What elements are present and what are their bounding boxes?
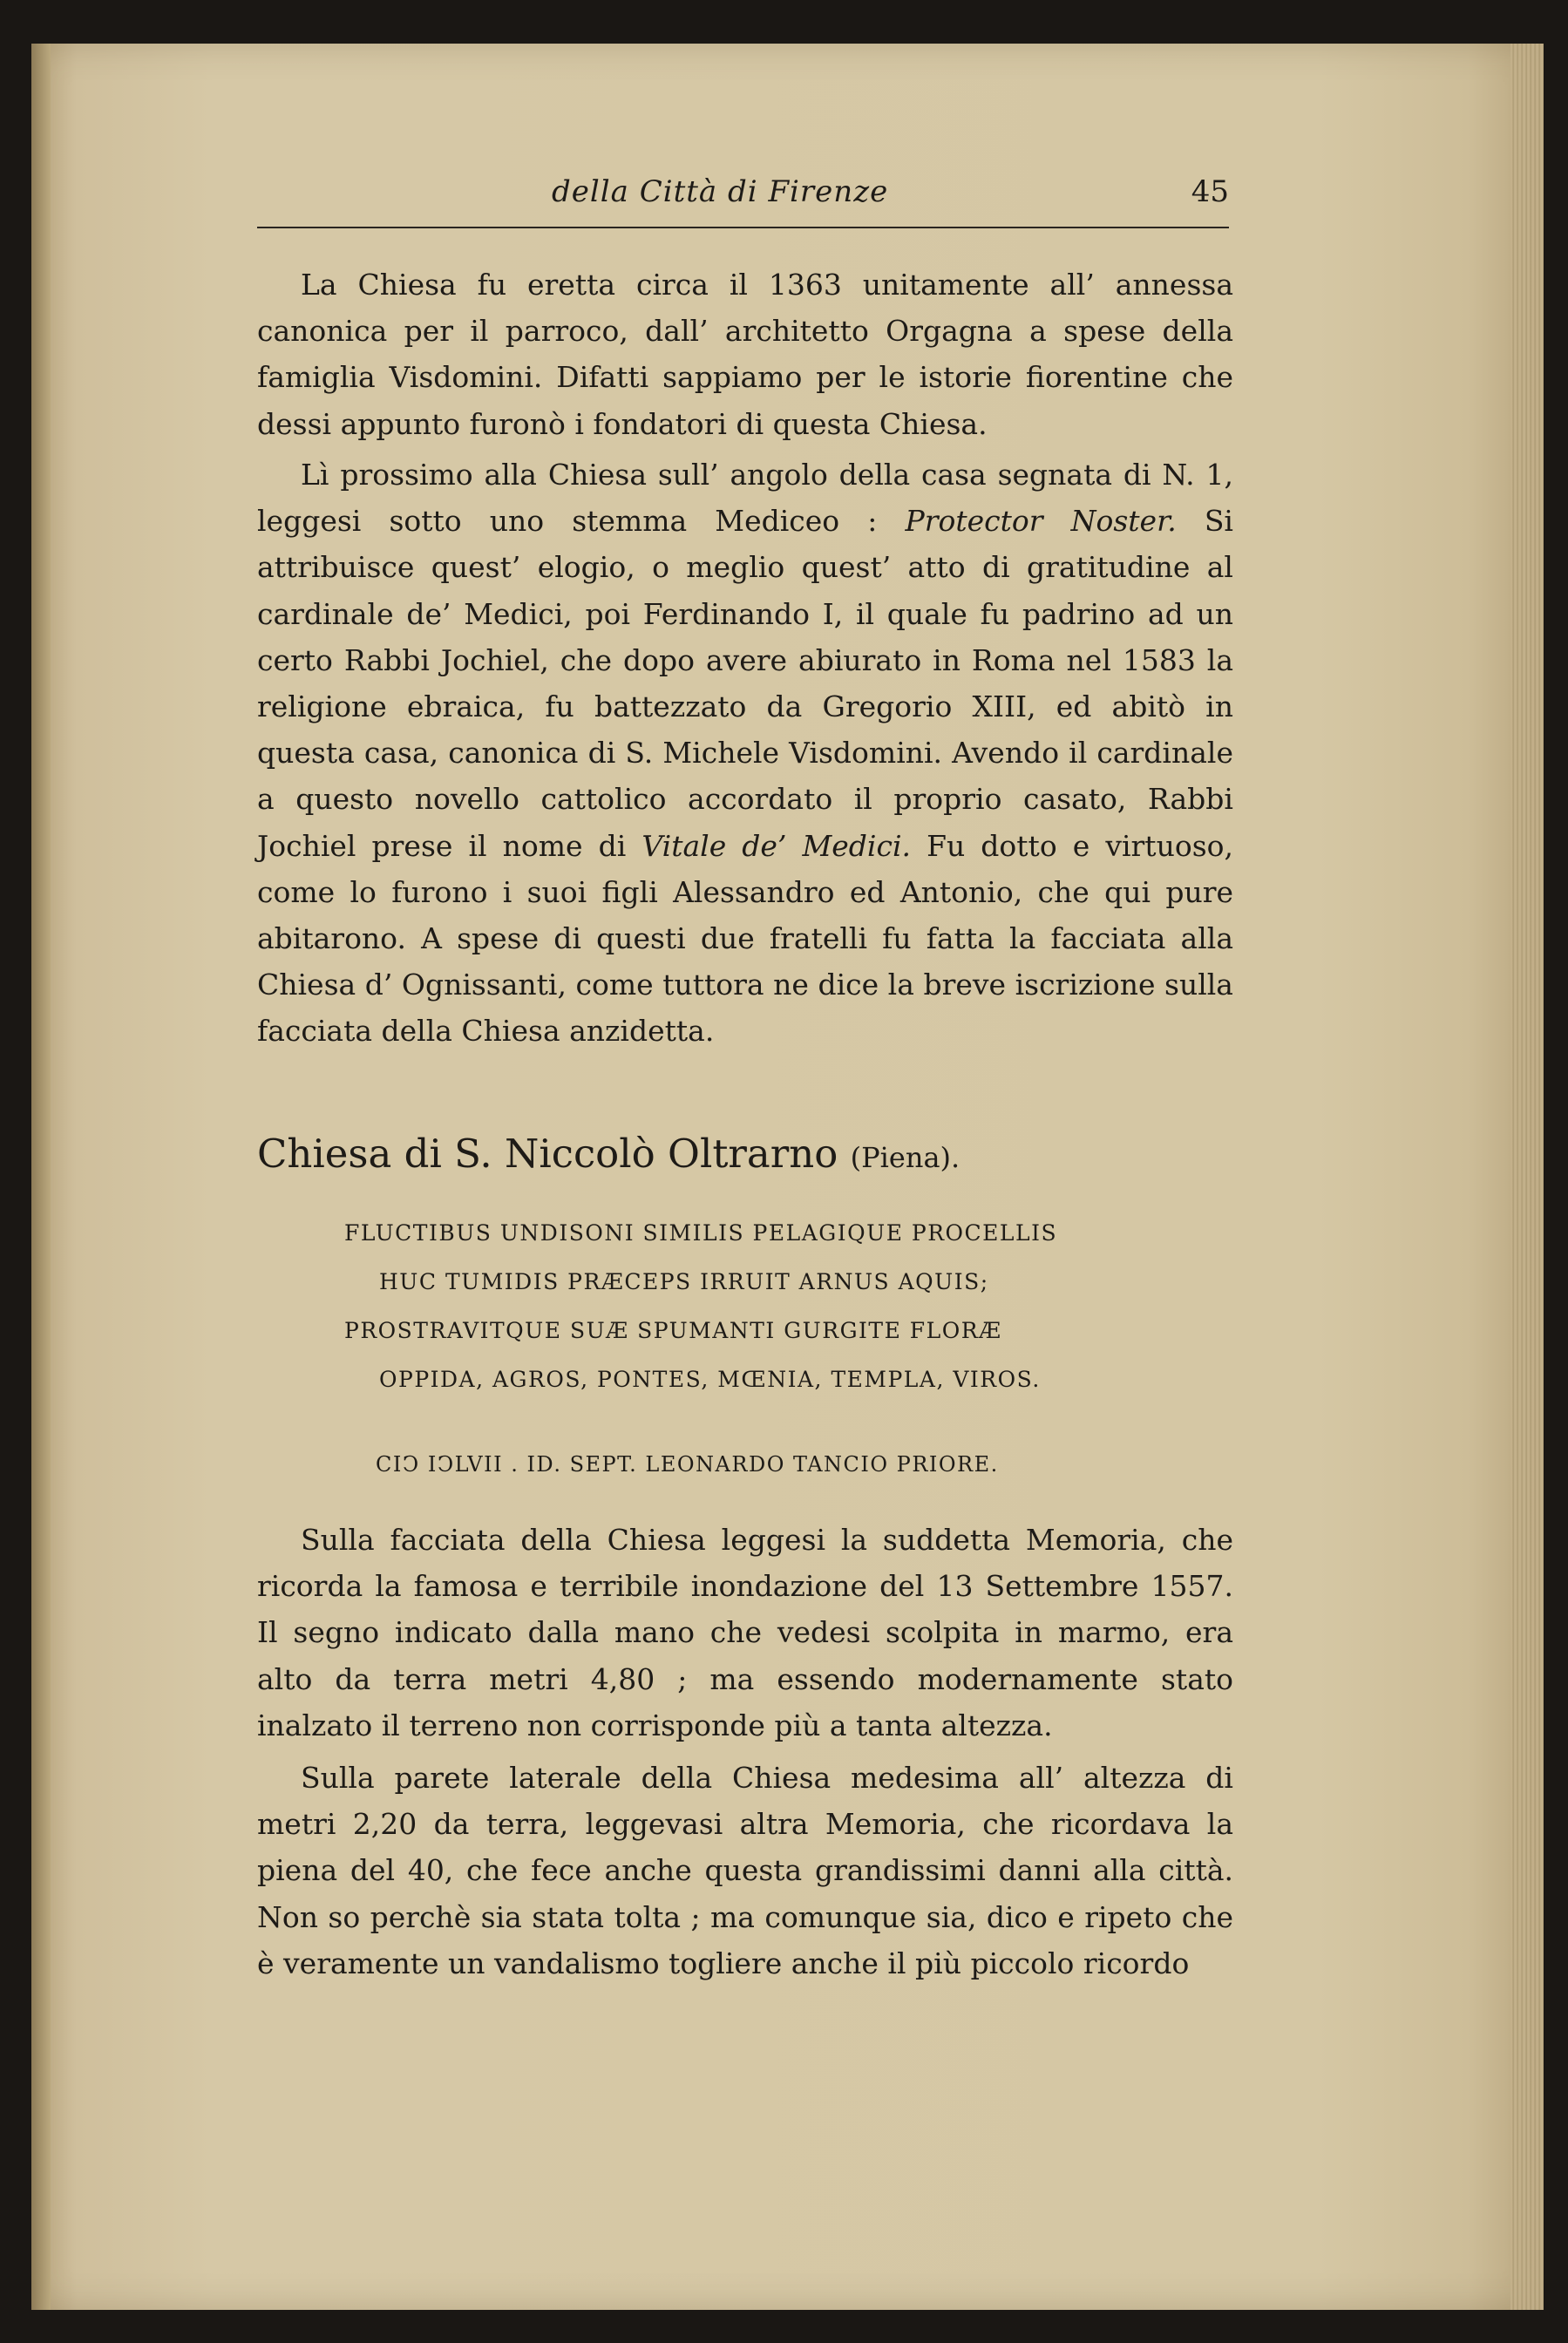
inscription-quote: Protector Noster. xyxy=(905,504,1177,539)
name-quote: Vitale de’ Medici. xyxy=(641,828,912,863)
section-heading xyxy=(257,1131,960,1177)
page-gutter xyxy=(31,44,51,2310)
inscription-line: HUC TUMIDIS PRÆCEPS IRRUIT ARNUS AQUIS; xyxy=(379,1269,989,1294)
paragraph-text: Si attribuisce quest’ elogio, o meglio quest’ atto di gratitudine al cardinale de’ Medici, poi Ferdinando I, il quale fu padrino ad un certo Rabbi Jochiel, che dopo avere abiurato in Roma nel 1583 la religione ebraica, fu battezzato da Gregorio XIII, ed abitò in questa casa, canonica di S. Michele Visdomini. Avendo il cardinale a questo novello cattolico accordato il proprio casato, Rabbi Jochiel prese il nome di xyxy=(257,504,1233,863)
paragraph-text: Lì prossimo alla Chiesa sull’ angolo della casa segnata di N. 1, leggesi sotto uno stemma Mediceo : xyxy=(257,458,1233,539)
section-title: Chiesa di S. Niccolò Oltrarno xyxy=(257,1131,838,1177)
paragraph-protector-noster xyxy=(257,452,1233,1055)
section-subtitle: (Piena). xyxy=(850,1141,960,1174)
inscription-line: OPPIDA, AGROS, PONTES, MŒNIA, TEMPLA, VIROS. xyxy=(379,1367,1041,1392)
page-number: 45 xyxy=(1191,174,1229,209)
inscription-line: FLUCTIBUS UNDISONI SIMILIS PELAGIQUE PROCELLIS xyxy=(344,1220,1058,1246)
paragraph-flood-1557: Sulla facciata della Chiesa leggesi la suddetta Memoria, che ricorda la famosa e terribile inondazione del 13 Settembre 1557. Il segno indicato dalla mano che vedesi scolpita in marmo, era alto da terra metri 4,80 ; ma essendo modernamente stato inalzato il terreno non corrisponde più a tanta altezza. xyxy=(257,1523,1233,1742)
inscription-date-line: CIↃ IↃLVII . ID. SEPT. LEONARDO TANCIO PRIORE. xyxy=(376,1452,999,1477)
paragraph-flood-1740: Sulla parete laterale della Chiesa medesima all’ altezza di metri 2,20 da terra, leggevasi altra Memoria, che ricordava la piena del 40, che fece anche questa grandissimi danni alla città. Non so perchè sia stata tolta ; ma comunque sia, dico e ripeto che è veramente un vandalismo togliere anche il più piccolo ricordo xyxy=(257,1761,1233,1980)
paragraph-founding: La Chiesa fu eretta circa il 1363 unitamente all’ annessa canonica per il parroco, dall’ architetto Orgagna a spese della famiglia Visdomini. Difatti sappiamo per le istorie fiorentine che dessi appunto furonò i fondatori di questa Chiesa. xyxy=(257,268,1233,441)
running-header xyxy=(257,174,1229,228)
inscription-line: PROSTRAVITQUE SUÆ SPUMANTI GURGITE FLORÆ xyxy=(344,1318,1002,1343)
page-fore-edge xyxy=(1510,44,1544,2310)
paragraph-text: Fu dotto e virtuoso, come lo furono i suoi figli Alessandro ed Antonio, che qui pure abitarono. A spese di questi due fratelli fu fatta la facciata alla Chiesa d’ Ognissanti, come tuttora ne dice la breve iscrizione sulla facciata della Chiesa anzidetta. xyxy=(257,828,1233,1049)
running-title: della Città di Firenze xyxy=(552,174,889,209)
